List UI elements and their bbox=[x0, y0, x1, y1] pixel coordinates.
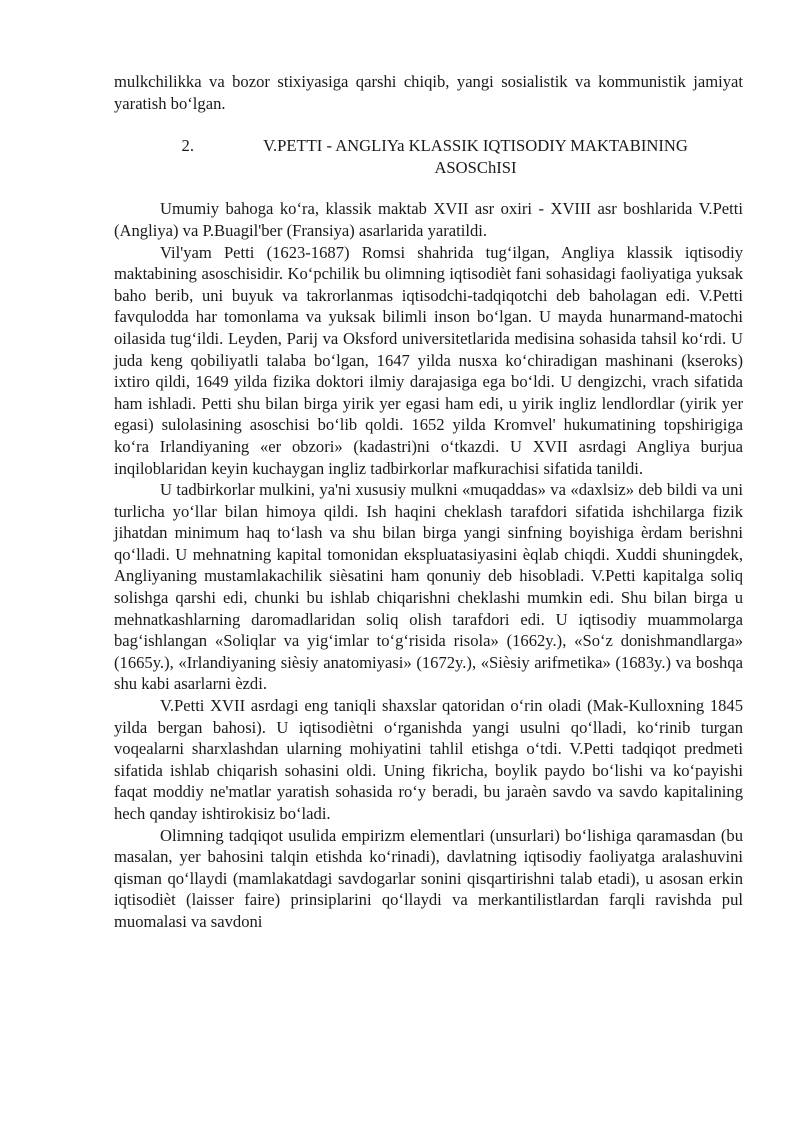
paragraph: V.Petti XVII asrdagi eng taniqli shaxslar qatoridan o‘rin oladi (Mak-Kulloxning 1845 yilda bergan bahosi). U iqtisodiètni o‘rganishda yangi usulni qo‘lladi, ko‘rinib turgan voqealarni sharxlashdan ularning mohiyatini tahlil etishga o‘tdi. V.Petti tadqiqot predmeti sifatida ishlab chiqarish sohasini oldi. Uning fikricha, boylik paydo bo‘lishi va ko‘payishi faqat moddiy ne'matlar yaratish sohasida ro‘y beradi, bu jaraèn savdo va savdo kapitalining hech qanday ishtirokisiz bo‘ladi. bbox=[114, 696, 743, 823]
paragraph: Olimning tadqiqot usulida empirizm elementlari (unsurlari) bo‘lishiga qaramasdan (bu masalan, yer bahosini talqin etishda ko‘rinadi), davlatning iqtisodiy faoliyatga aralashuvini qisman qo‘llaydi (mamlakatdagi savdogarlar sonini qisqartirishni talab etadi), u asosan erkin iqtisodièt (laisser faire) prinsiplarini qo‘llaydi va merkantilistlardan farqli ravishda pul muomalasi va savdoni bbox=[114, 825, 743, 931]
section-number: 2. bbox=[181, 136, 194, 156]
section-title: V.PETTI - ANGLIYa KLASSIK IQTISODIY MAKTABINING ASOSChISI bbox=[263, 136, 688, 177]
paragraph: Umumiy bahoga ko‘ra, klassik maktab XVII asr oxiri - XVIII asr boshlarida V.Petti (Angliya) va P.Buagil'ber (Fransiya) asarlarida yaratildi. bbox=[114, 199, 743, 240]
paragraph: Vil'yam Petti (1623-1687) Romsi shahrida tug‘ilgan, Angliya klassik iqtisodiy maktabining asoschisidir. Ko‘pchilik bu olimning iqtisodièt fani sohasidagi faoliyatiga yuksak baho berib, uni buyuk va takrorlanmas iqtisodchi-tadqiqotchi deb baholagan edi. V.Petti favqulodda har tomonlama va yuksak bilimli inson bo‘lgan. U mayda hunarmand-matochi oilasida tug‘ildi. Leyden, Parij va Oksford universitetlarida medisina sohasida tahsil ko‘rdi. U juda keng qobiliyatli talaba bo‘lgan, 1647 yilda nusxa ko‘chiradigan mashinani (kseroks) ixtiro qildi, 1649 yilda fizika doktori ilmiy darajasiga ega bo‘ldi. U dengizchi, vrach sifatida ham ishladi. Petti shu bilan birga yirik yer egasi ham edi, u yirik ingliz lendlordlar (yirik yer egasi) sulolasining asoschisi bo‘lib qoldi. 1652 yilda Kromvel' hukumatining topshirigiga ko‘ra Irlandiyaning «er obzori» (kadastri)ni o‘tkazdi. U XVII asrdagi Angliya burjua inqiloblaridan keyin kuchaygan ingliz tadbirkorlar mafkurachisi sifatida tanildi. bbox=[114, 242, 743, 478]
section-heading bbox=[114, 135, 743, 178]
paragraph: U tadbirkorlar mulkini, ya'ni xususiy mulkni «muqaddas» va «daxlsiz» deb bildi va uni turlicha yo‘llar bilan himoya qildi. Ish haqini cheklash tarafdori sifatida ishchilarga fizik jihatdan minimum haq to‘lash va shu bilan birga yangi sinfning boyishiga èrdam berishni qo‘lladi. U mehnatning kapital tomonidan ekspluatasiyasini èqlab chiqdi. Xuddi shuningdek, Angliyaning mustamlakachilik sièsatini ham qonuniy deb hisobladi. V.Petti kapitalga soliq solishga qarshi edi, chunki bu ishlab chiqarishni cheklashi mumkin edi. Shu bilan birga u mehnatkashlarning daromadlaridan soliq olish tarafdori edi. U iqtisodiy muammolarga bag‘ishlangan «Soliqlar va yig‘imlar to‘g‘risida risola» (1662y.), «So‘z donishmandlarga» (1665y.), «Irlandiyaning sièsiy anatomiyasi» (1672y.), «Sièsiy arifmetika» (1683y.) va boshqa shu kabi asarlarni èzdi. bbox=[114, 480, 743, 694]
intro-paragraph: mulkchilikka va bozor stixiyasiga qarshi chiqib, yangi sosialistik va kommunistik jamiyat yaratish bo‘lgan. bbox=[114, 72, 743, 113]
document-page bbox=[114, 71, 743, 933]
